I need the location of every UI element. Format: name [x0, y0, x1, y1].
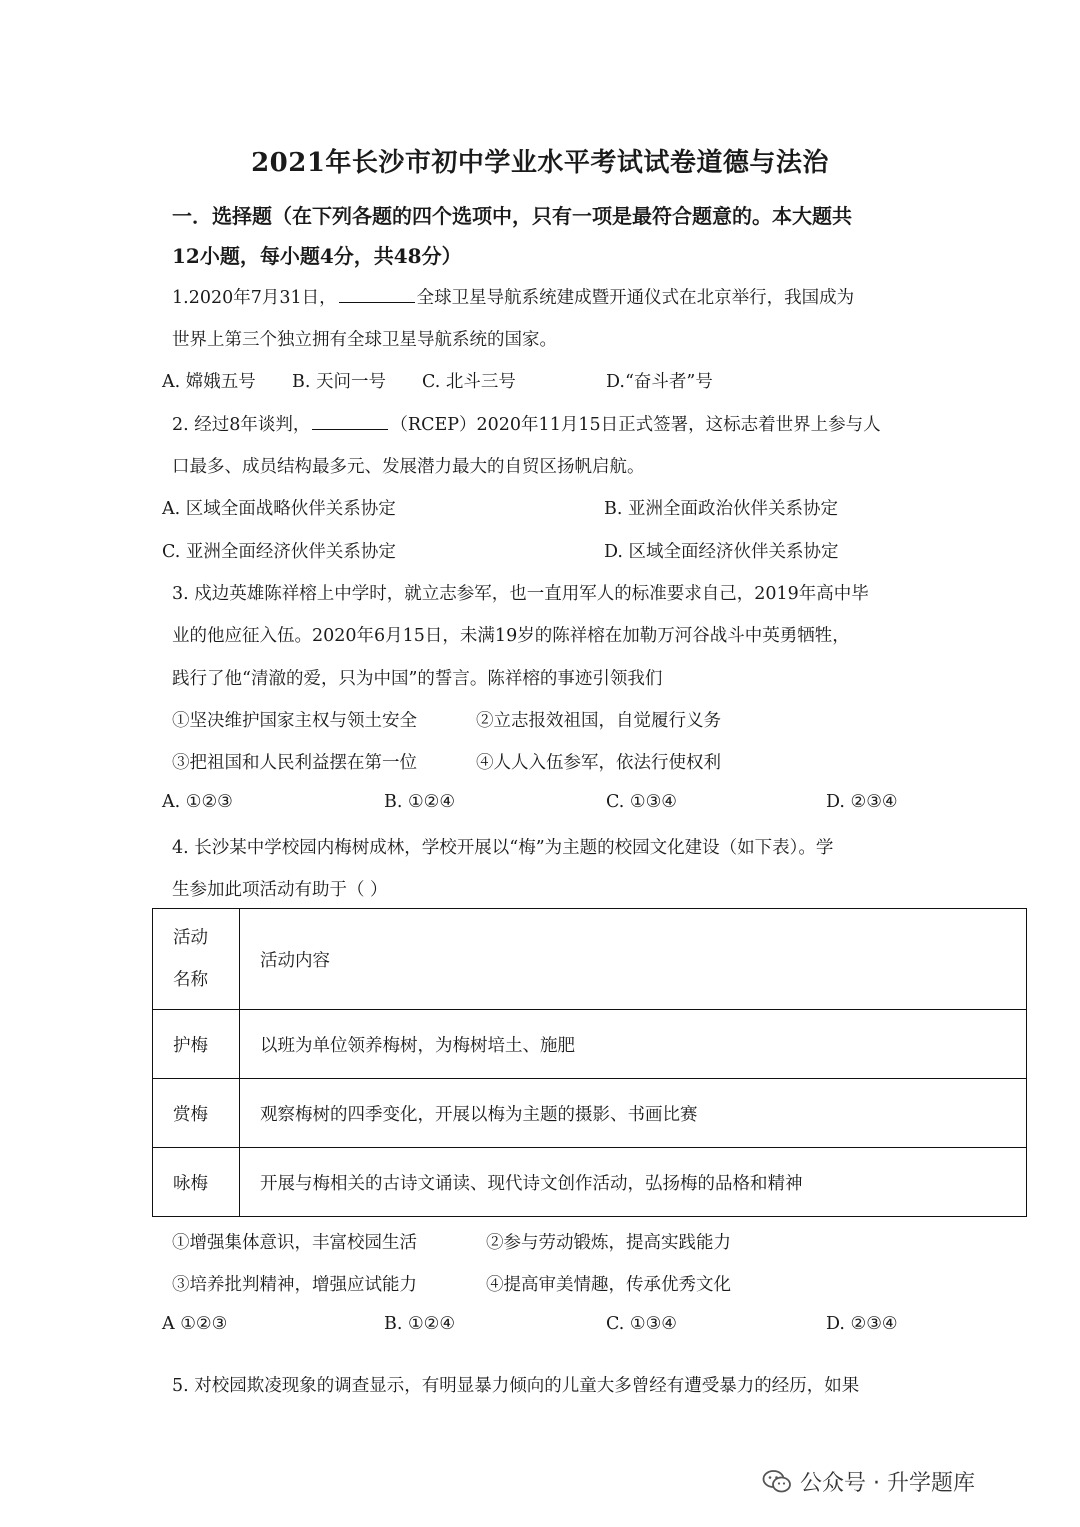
- section-heading-line2: 12小题，每小题4分，共48分）: [172, 244, 462, 268]
- table-cell-content: 开展与梅相关的古诗文诵读、现代诗文创作活动，弘扬梅的品格和精神: [240, 1148, 1027, 1217]
- q3-option-c: C. ①③④: [606, 792, 677, 812]
- table-row: [153, 1010, 1027, 1079]
- q3-statement-4: ④人人入伍参军，依法行使权利: [476, 753, 721, 773]
- q2-blank: [312, 415, 388, 430]
- q1-stem-line2: 世界上第三个独立拥有全球卫星导航系统的国家。: [172, 330, 557, 350]
- q4-option-a: A ①②③: [162, 1314, 228, 1334]
- q4-stem-line1: 4. 长沙某中学校园内梅树成林，学校开展以“梅”为主题的校园文化建设（如下表）。学: [172, 838, 834, 858]
- table-cell-name: 赏梅: [153, 1079, 240, 1148]
- q4-statement-1: ①增强集体意识，丰富校园生活: [172, 1233, 417, 1253]
- q2-option-b: B. 亚洲全面政治伙伴关系协定: [604, 499, 838, 519]
- q2-stem-pre: 2. 经过8年谈判，: [172, 415, 311, 435]
- activity-table: [152, 908, 1027, 1217]
- q4-option-b: B. ①②④: [384, 1314, 456, 1334]
- q4-option-d: D. ②③④: [826, 1314, 898, 1334]
- q4-stem-line2: 生参加此项活动有助于（ ）: [172, 880, 388, 900]
- section-heading-line1: 一．选择题（在下列各题的四个选项中，只有一项是最符合题意的。本大题共: [172, 204, 852, 228]
- q4-statement-4: ④提高审美情趣，传承优秀文化: [486, 1275, 731, 1295]
- document-title: 2021年长沙市初中学业水平考试试卷道德与法治: [251, 148, 829, 178]
- q1-blank: [339, 288, 415, 303]
- q4-statement-2: ②参与劳动锻炼，提高实践能力: [486, 1233, 731, 1253]
- q1-option-a: A. 嫦娥五号: [162, 372, 256, 392]
- table-cell-name: 咏梅: [153, 1148, 240, 1217]
- q2-option-a: A. 区域全面战略伙伴关系协定: [162, 499, 396, 519]
- q1-stem-line1: [172, 284, 854, 309]
- table-header-activity-name: [153, 909, 240, 1010]
- q3-option-d: D. ②③④: [826, 792, 898, 812]
- table-row: [153, 1148, 1027, 1217]
- q3-statement-2: ②立志报效祖国，自觉履行义务: [476, 711, 721, 731]
- q3-statement-3: ③把祖国和人民利益摆在第一位: [172, 753, 417, 773]
- q5-stem-line1: 5. 对校园欺凌现象的调查显示，有明显暴力倾向的儿童大多曾经有遭受暴力的经历，如果: [172, 1376, 860, 1396]
- wechat-watermark: [762, 1466, 975, 1497]
- q1-option-d: D.“奋斗者”号: [606, 372, 713, 392]
- q3-option-a: A. ①②③: [162, 792, 233, 812]
- q1-stem-pre: 1.2020年7月31日，: [172, 288, 337, 308]
- q2-stem-line1: [172, 411, 881, 436]
- q4-statement-3: ③培养批判精神，增强应试能力: [172, 1275, 417, 1295]
- wechat-icon: [762, 1469, 792, 1495]
- q2-option-c: C. 亚洲全面经济伙伴关系协定: [162, 542, 396, 562]
- table-cell-content: 观察梅树的四季变化，开展以梅为主题的摄影、书画比赛: [240, 1079, 1027, 1148]
- q2-stem-line2: 口最多、成员结构最多元、发展潜力最大的自贸区扬帆启航。: [172, 457, 645, 477]
- q1-option-b: B. 天问一号: [292, 372, 386, 392]
- q3-statement-1: ①坚决维护国家主权与领土安全: [172, 711, 417, 731]
- q3-stem-line1: 3. 戍边英雄陈祥榕上中学时，就立志参军，也一直用军人的标准要求自己，2019年高中毕: [172, 584, 869, 604]
- table-header-row: [153, 909, 1027, 1010]
- q2-option-d: D. 区域全面经济伙伴关系协定: [604, 542, 839, 562]
- q3-stem-line3: 践行了他“清澈的爱，只为中国”的誓言。陈祥榕的事迹引领我们: [172, 669, 663, 689]
- q1-option-c: C. 北斗三号: [422, 372, 516, 392]
- table-row: [153, 1079, 1027, 1148]
- watermark-text: 公众号 · 升学题库: [800, 1471, 975, 1496]
- q2-stem-post: （RCEP）2020年11月15日正式签署，这标志着世界上参与人: [390, 415, 881, 435]
- table-cell-content: 以班为单位领养梅树，为梅树培土、施肥: [240, 1010, 1027, 1079]
- q3-stem-line2: 业的他应征入伍。2020年6月15日，未满19岁的陈祥榕在加勒万河谷战斗中英勇牺牲，: [172, 626, 850, 646]
- table-header-activity-content: 活动内容: [240, 909, 1027, 1010]
- header-name-line1: 活动: [173, 928, 208, 948]
- q3-option-b: B. ①②④: [384, 792, 456, 812]
- q4-option-c: C. ①③④: [606, 1314, 677, 1334]
- q1-stem-post: 全球卫星导航系统建成暨开通仪式在北京举行，我国成为: [416, 288, 855, 308]
- header-name-line2: 名称: [173, 970, 208, 990]
- table-cell-name: 护梅: [153, 1010, 240, 1079]
